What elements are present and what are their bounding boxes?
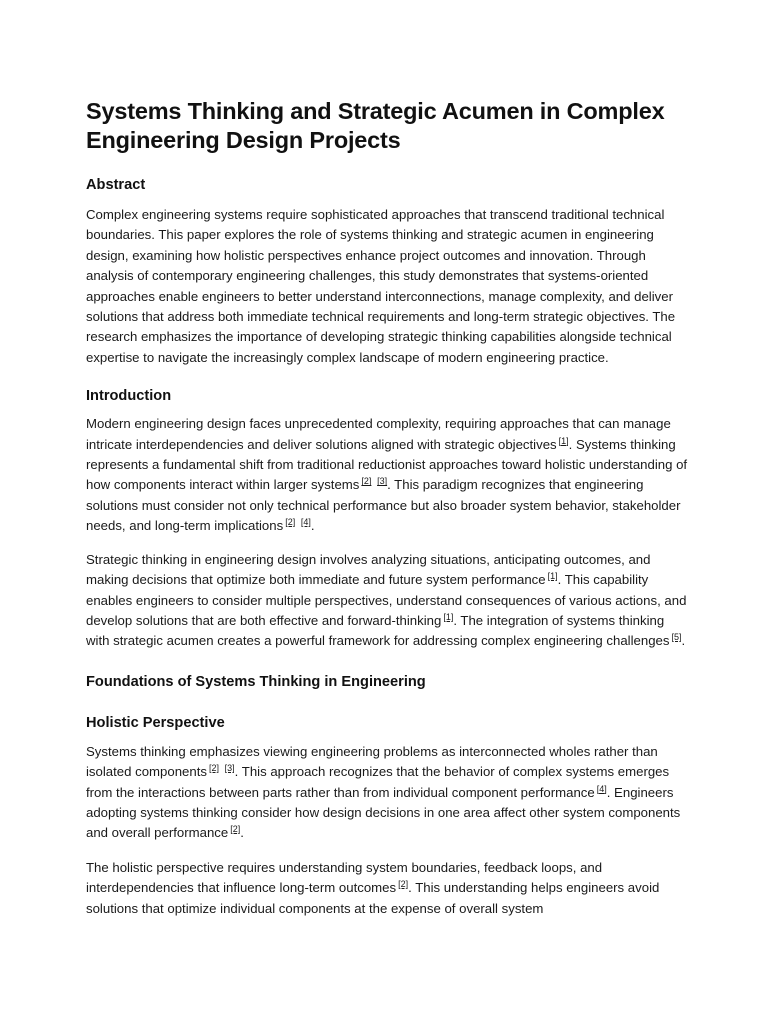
holistic-paragraph-2 — [86, 858, 688, 919]
paragraph-text: . The integration of systems thinking with strategic acumen creates a powerful framework for addressing complex engineering challenges — [86, 612, 670, 649]
paragraph-text: Strategic thinking in engineering design involves analyzing situations, anticipating outcomes, and making decisions that optimize both immediate and future system performance — [86, 551, 651, 588]
citation-link[interactable]: [1] — [547, 571, 558, 582]
citation-link[interactable]: [3] — [224, 763, 235, 774]
introduction-paragraph-2 — [86, 550, 688, 652]
citation-link[interactable]: [1] — [443, 611, 454, 622]
paragraph-text: The holistic perspective requires understanding system boundaries, feedback loops, and interdependencies that influence long-term outcomes — [86, 859, 603, 896]
citation-link[interactable]: [1] — [558, 435, 569, 446]
paragraph-text: . — [240, 825, 244, 841]
holistic-perspective-heading: Holistic Perspective — [86, 714, 225, 731]
citation-link[interactable]: [4] — [300, 517, 311, 528]
paper-title: Systems Thinking and Strategic Acumen in Complex Engineering Design Projects — [86, 98, 665, 153]
paragraph-text: Modern engineering design faces unprecedented complexity, requiring approaches that can manage intricate interdependencies and deliver solutions aligned with strategic objectives — [86, 416, 671, 452]
citation-link[interactable]: [3] — [377, 476, 388, 487]
citation-link[interactable]: [2] — [208, 763, 219, 774]
paragraph-text: . This understanding helps engineers avoid solutions that optimize individual components at the expense of overall system — [86, 880, 660, 916]
paragraph-text: . — [681, 633, 686, 649]
paragraph-text: . Systems thinking represents a fundamental shift from traditional reductionist approaches toward holistic understanding of how components interact within larger systems — [86, 436, 688, 493]
citation-link[interactable]: [4] — [596, 783, 607, 794]
citation-link[interactable]: [2] — [230, 824, 241, 835]
citation-link[interactable]: [2] — [361, 476, 372, 487]
introduction-heading: Introduction — [86, 388, 172, 405]
citation-link[interactable]: [2] — [398, 879, 409, 890]
paragraph-text: Systems thinking emphasizes viewing engineering problems as interconnected wholes rather than isolated components — [86, 743, 658, 780]
abstract-heading: Abstract — [86, 177, 146, 193]
introduction-paragraph-1 — [86, 414, 688, 536]
citation-link[interactable]: [5] — [671, 632, 682, 643]
paragraph-text: . Engineers adopting systems thinking consider how design decisions in one area affect other system components and overall performance — [86, 784, 681, 841]
foundations-heading: Foundations of Systems Thinking in Engineering — [86, 673, 426, 690]
abstract-paragraph: Complex engineering systems require sophisticated approaches that transcend traditional technical boundaries. This paper explores the role of systems thinking and strategic acumen in engineering design, examining how holistic perspectives enhance project outcomes and innovation. Through analysis of contemporary engineering challenges, this study demonstrates that systems-oriented approaches enable engineers to better understand interconnections, manage complexity, and deliver solutions that address both immediate technical requirements and long-term strategic objectives. The research emphasizes the importance of developing strategic thinking capabilities alongside technical expertise to navigate the increasingly complex landscape of modern engineering practice. — [86, 207, 676, 365]
citation-link[interactable]: [2] — [285, 517, 296, 528]
paragraph-text: . — [310, 518, 315, 534]
paragraph-text: . This approach recognizes that the behavior of complex systems emerges from the interactions between parts rather than from individual component performance — [86, 764, 670, 800]
paragraph-text: . This capability enables engineers to consider multiple perspectives, understand consequences of various actions, and develop solutions that are both effective and forward-thinking — [86, 572, 687, 628]
paragraph-text: . This paradigm recognizes that engineering solutions must consider not only technical performance but also broader system behavior, stakeholder needs, and long-term implications — [86, 477, 681, 534]
holistic-paragraph-1 — [86, 742, 688, 844]
